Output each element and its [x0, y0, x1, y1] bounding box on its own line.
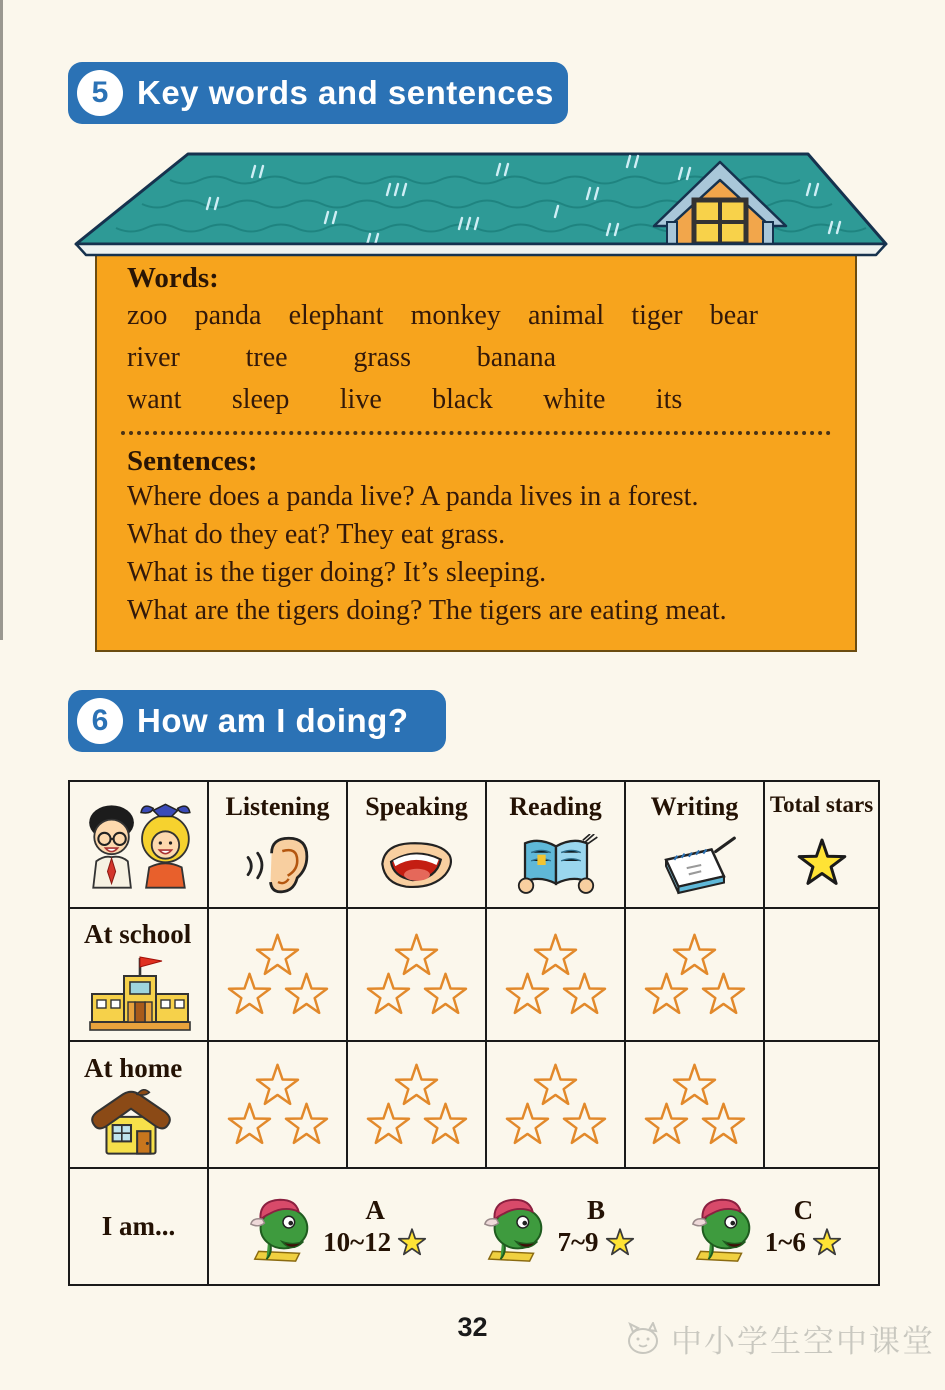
home-listening-stars — [208, 1041, 347, 1168]
school-building-icon — [84, 952, 196, 1034]
column-label: Speaking — [365, 792, 468, 821]
at-home-row — [69, 1041, 879, 1168]
at-school-row — [69, 908, 879, 1041]
grade-range: 10~12 — [323, 1226, 392, 1257]
dinosaur-icon — [245, 1192, 319, 1262]
home-total-stars-cell — [764, 1041, 879, 1168]
grade-letter: A — [365, 1195, 385, 1226]
word-line: river tree grass banana — [127, 342, 557, 373]
empty-star-icon — [226, 972, 273, 1017]
column-label: Total stars — [769, 792, 874, 817]
mouth-icon — [378, 837, 456, 893]
column-label: Listening — [225, 792, 330, 821]
section-6-number-badge: 6 — [77, 698, 123, 744]
empty-star-icon — [504, 1102, 551, 1147]
empty-star-icon — [643, 1102, 690, 1147]
school-writing-stars — [625, 908, 764, 1041]
school-total-stars-cell — [764, 908, 879, 1041]
empty-star-icon — [365, 972, 412, 1017]
watermark-text: 中小学生空中课堂 — [671, 1324, 935, 1359]
row-label: At school — [84, 918, 192, 949]
column-header-speaking — [347, 781, 486, 908]
grade-options-cell — [208, 1168, 879, 1285]
sentence-line: What are the tigers doing? The tigers are eating meat. — [127, 595, 727, 626]
at-home-label-cell — [69, 1041, 208, 1168]
grade-row — [69, 1168, 879, 1285]
scan-edge-artifact — [0, 0, 3, 640]
notebook-pen-icon — [651, 835, 739, 895]
sentences-block — [127, 445, 825, 630]
column-header-total-stars — [764, 781, 879, 908]
home-speaking-stars — [347, 1041, 486, 1168]
column-header-listening — [208, 781, 347, 908]
at-school-label-cell — [69, 908, 208, 1041]
sentence-line: What do they eat? They eat grass. — [127, 519, 506, 550]
page-number: 32 — [457, 1312, 488, 1342]
empty-star-icon — [365, 1102, 412, 1147]
grade-letter: B — [586, 1195, 605, 1226]
grade-option-a — [245, 1192, 427, 1262]
grade-letter: C — [793, 1195, 814, 1226]
grade-option-c — [687, 1192, 842, 1262]
empty-star-icon — [643, 972, 690, 1017]
dinosaur-icon — [479, 1192, 553, 1262]
house-icon — [84, 1086, 178, 1160]
star-icon — [812, 1228, 842, 1257]
key-words-house — [70, 140, 892, 655]
column-header-writing — [625, 781, 764, 908]
students-icon — [78, 793, 200, 897]
section-6-title: How am I doing? — [137, 702, 409, 739]
empty-star-icon — [283, 972, 330, 1017]
sentences-label: Sentences: — [127, 445, 258, 477]
column-label: Reading — [509, 792, 602, 821]
star-icon — [605, 1228, 635, 1257]
section-5-title: Key words and sentences — [137, 74, 554, 111]
empty-star-icon — [422, 972, 469, 1017]
sentence-line: Where does a panda live? A panda lives in a forest. — [127, 481, 699, 512]
empty-star-icon — [700, 972, 747, 1017]
publisher-watermark — [625, 1316, 935, 1361]
school-reading-stars — [486, 908, 625, 1041]
i-am-label: I am... — [101, 1211, 176, 1241]
column-label: Writing — [650, 792, 739, 821]
home-writing-stars — [625, 1041, 764, 1168]
star-icon — [796, 838, 848, 888]
empty-star-icon — [700, 1102, 747, 1147]
star-icon — [397, 1228, 427, 1257]
dotted-divider — [121, 431, 831, 435]
grade-range: 1~6 — [764, 1226, 806, 1257]
section-5-number-badge: 5 — [77, 70, 123, 116]
ear-icon — [239, 834, 317, 896]
word-line: zoo panda elephant monkey animal tiger bear — [127, 300, 758, 331]
grade-option-b — [479, 1192, 634, 1262]
section-6-banner — [68, 690, 446, 752]
dinosaur-icon — [687, 1192, 761, 1262]
school-speaking-stars — [347, 908, 486, 1041]
cat-face-icon — [625, 1322, 663, 1356]
school-listening-stars — [208, 908, 347, 1041]
empty-star-icon — [283, 1102, 330, 1147]
row-label: At home — [84, 1052, 183, 1083]
self-assessment-table — [68, 780, 880, 1286]
word-line: want sleep live black white its — [127, 384, 683, 415]
empty-star-icon — [561, 972, 608, 1017]
empty-star-icon — [561, 1102, 608, 1147]
empty-star-icon — [226, 1102, 273, 1147]
sentence-line: What is the tiger doing? It’s sleeping. — [127, 557, 547, 588]
open-book-icon — [512, 834, 600, 896]
home-reading-stars — [486, 1041, 625, 1168]
table-header-row — [69, 781, 879, 908]
i-am-cell — [69, 1168, 208, 1285]
column-header-reading — [486, 781, 625, 908]
section-5-banner — [68, 62, 568, 124]
students-corner-cell — [69, 781, 208, 908]
grade-range: 7~9 — [557, 1226, 599, 1257]
house-body-panel — [95, 236, 857, 652]
house-roof-illustration — [70, 140, 892, 262]
empty-star-icon — [504, 972, 551, 1017]
empty-star-icon — [422, 1102, 469, 1147]
words-label: Words: — [127, 262, 219, 294]
